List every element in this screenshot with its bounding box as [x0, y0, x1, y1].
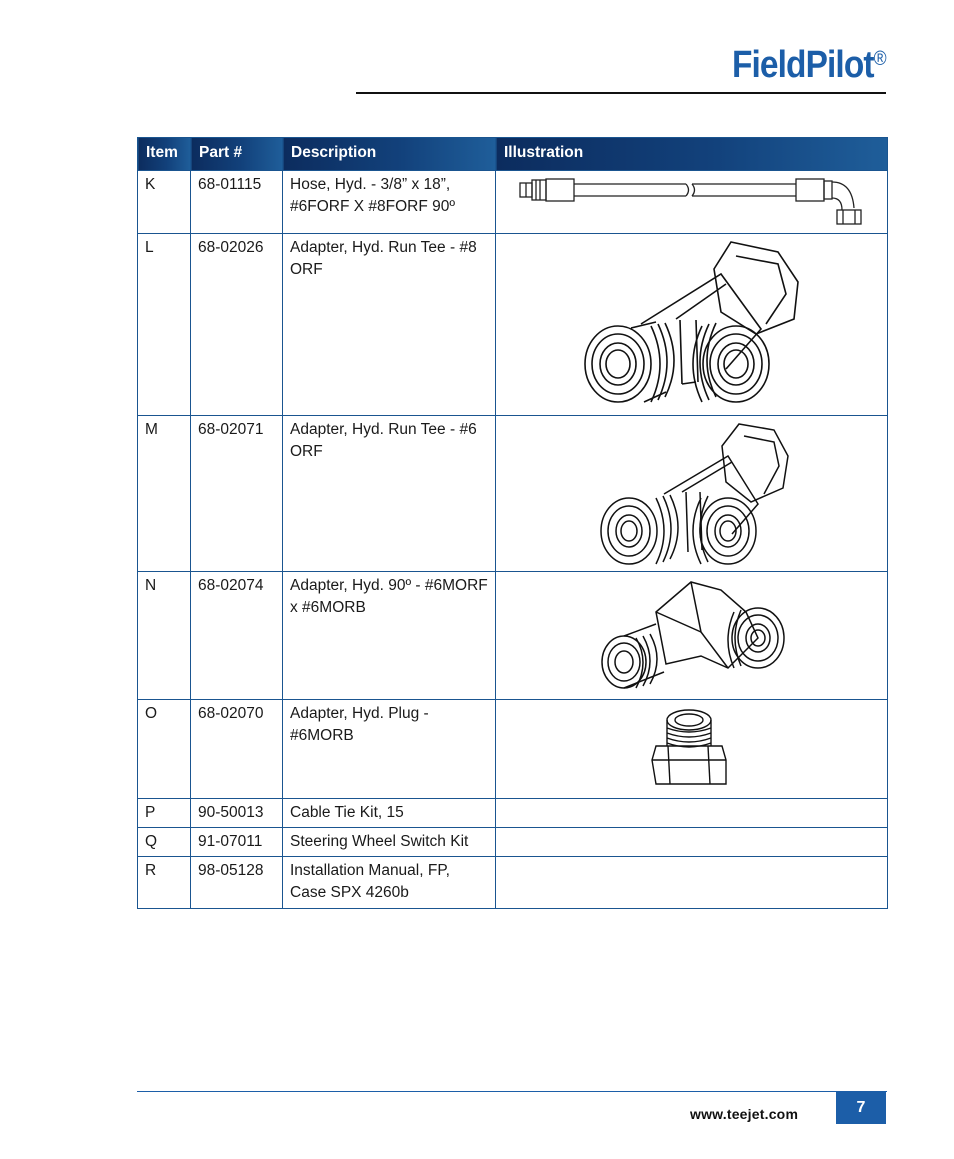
table-row	[138, 572, 888, 700]
illustration-cell	[496, 857, 888, 909]
item-cell: M	[138, 416, 191, 572]
description-line: #6MORB	[290, 727, 354, 744]
page-number: 7	[836, 1092, 886, 1124]
table-row	[138, 234, 888, 416]
illustration-cell	[496, 416, 888, 572]
parts-table	[137, 137, 888, 909]
description-line: x #6MORB	[290, 599, 366, 616]
run-tee-icon	[496, 234, 886, 414]
item-cell: K	[138, 171, 191, 234]
column-header-description: Description	[283, 138, 496, 171]
item-cell: O	[138, 700, 191, 799]
part-cell: 68-02070	[191, 700, 283, 799]
footer-rule	[137, 1091, 887, 1092]
column-header-item: Item	[138, 138, 191, 171]
table-row	[138, 700, 888, 799]
table-row	[138, 799, 888, 828]
description-line: Adapter, Hyd. 90º - #6MORF	[290, 577, 488, 594]
description-cell: Steering Wheel Switch Kit	[283, 828, 496, 857]
illustration-cell	[496, 572, 888, 700]
footer-url[interactable]: www.teejet.com	[690, 1106, 799, 1122]
illustration-cell	[496, 799, 888, 828]
illustration-cell	[496, 828, 888, 857]
hose-icon	[496, 171, 886, 231]
part-cell: 68-02026	[191, 234, 283, 416]
item-cell: N	[138, 572, 191, 700]
plug-icon	[496, 700, 886, 797]
column-header-part: Part #	[191, 138, 283, 171]
part-cell: 68-01115	[191, 171, 283, 234]
part-cell: 91-07011	[191, 828, 283, 857]
description-cell	[283, 700, 496, 799]
description-line: Adapter, Hyd. Run Tee - #6	[290, 421, 477, 438]
item-cell: R	[138, 857, 191, 909]
description-line: Adapter, Hyd. Run Tee - #8	[290, 239, 477, 256]
illustration-cell	[496, 171, 888, 234]
part-cell: 98-05128	[191, 857, 283, 909]
brand-name: FieldPilot	[732, 44, 874, 86]
table-row	[138, 857, 888, 909]
description-cell	[283, 416, 496, 572]
part-cell: 68-02071	[191, 416, 283, 572]
description-cell	[283, 234, 496, 416]
description-cell	[283, 171, 496, 234]
table-row	[138, 416, 888, 572]
run-tee-icon	[496, 416, 886, 570]
description-line: Hose, Hyd. - 3/8” x 18”,	[290, 176, 451, 193]
description-line: Adapter, Hyd. Plug -	[290, 705, 429, 722]
illustration-cell	[496, 234, 888, 416]
description-line: ORF	[290, 261, 323, 278]
brand-logo	[732, 44, 886, 87]
part-cell: 90-50013	[191, 799, 283, 828]
illustration-cell	[496, 700, 888, 799]
description-line: ORF	[290, 443, 323, 460]
description-cell	[283, 857, 496, 909]
elbow-adapter-icon	[496, 572, 886, 698]
description-line: Installation Manual, FP,	[290, 862, 450, 879]
registered-mark: ®	[873, 48, 886, 70]
description-line: Case SPX 4260b	[290, 884, 409, 901]
table-row	[138, 171, 888, 234]
item-cell: Q	[138, 828, 191, 857]
description-cell: Cable Tie Kit, 15	[283, 799, 496, 828]
item-cell: P	[138, 799, 191, 828]
table-header-row	[138, 138, 888, 171]
header-rule	[356, 92, 886, 94]
description-line: #6FORF X #8FORF 90º	[290, 198, 456, 215]
column-header-illustration: Illustration	[496, 138, 888, 171]
table-row	[138, 828, 888, 857]
description-cell	[283, 572, 496, 700]
part-cell: 68-02074	[191, 572, 283, 700]
item-cell: L	[138, 234, 191, 416]
